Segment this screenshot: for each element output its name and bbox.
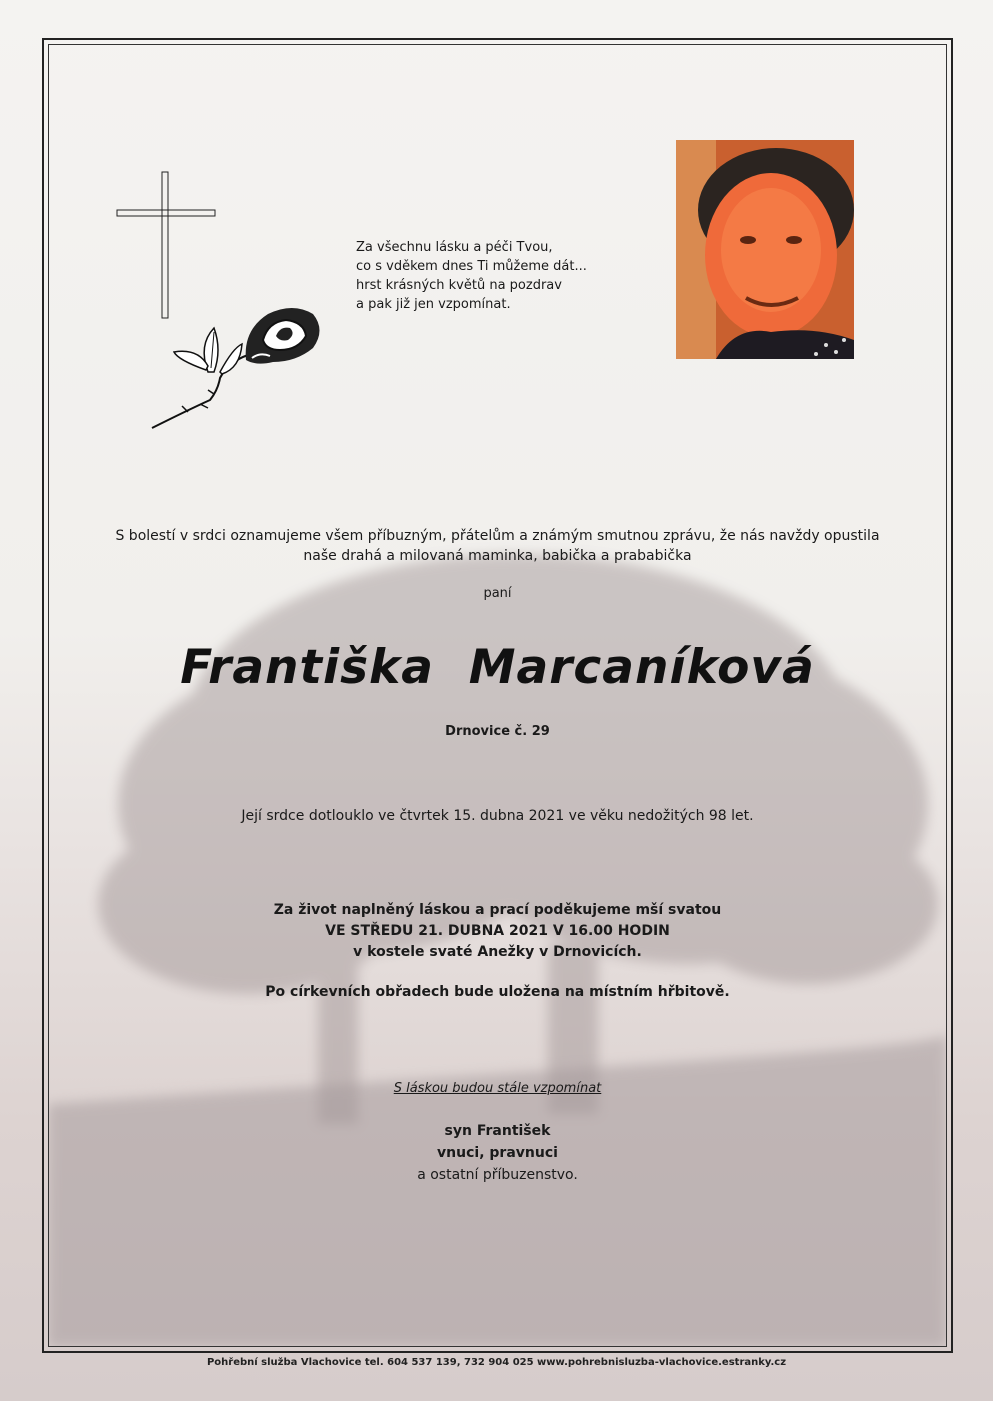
portrait-photo <box>676 140 854 359</box>
survivor-line: syn František <box>444 1123 551 1139</box>
funeral-service-footer: Pohřební služba Vlachovice tel. 604 537 139, 732 904 025 www.pohrebnisluzba-vlachovice.estranky.cz <box>206 1357 787 1368</box>
survivor-line: a ostatní příbuzenstvo. <box>417 1167 578 1183</box>
survivor-line: vnuci, pravnuci <box>437 1145 558 1161</box>
poem-line: a pak již jen vzpomínat. <box>356 297 511 312</box>
intro-line: S bolestí v srdci oznamujeme všem příbuzným, přátelům a známým smutnou zprávu, že nás navždy opustila <box>115 528 880 544</box>
mass-details <box>60 900 935 963</box>
mass-date: VE STŘEDU 21. DUBNA 2021 V 16.00 HODIN <box>325 923 670 939</box>
poem-line: hrst krásných květů na pozdrav <box>356 278 562 293</box>
intro-line: naše drahá a milovaná maminka, babička a prababička <box>303 548 692 564</box>
poem-line: co s vděkem dnes Ti můžeme dát... <box>356 259 587 274</box>
death-statement: Její srdce dotlouklo ve čtvrtek 15. dubna 2021 ve věku nedožitých 98 let. <box>241 808 754 824</box>
deceased-address: Drnovice č. 29 <box>445 724 550 739</box>
burial-note: Po církevních obřadech bude uložena na místním hřbitově. <box>265 984 730 1000</box>
poem-line: Za všechnu lásku a péči Tvou, <box>356 240 553 255</box>
deceased-name: Františka Marcaníková <box>180 640 815 695</box>
cross-icon <box>116 171 216 319</box>
mass-location: v kostele svaté Anežky v Drnovicích. <box>353 944 642 960</box>
rose-icon <box>148 300 328 435</box>
announcement-intro <box>60 526 935 566</box>
mass-line: Za život naplněný láskou a prací poděkujeme mší svatou <box>273 902 722 918</box>
remembrance-heading: S láskou budou stále vzpomínat <box>393 1081 602 1096</box>
memorial-poem <box>356 238 636 314</box>
survivors-list <box>60 1120 935 1186</box>
honorific: paní <box>483 586 512 601</box>
